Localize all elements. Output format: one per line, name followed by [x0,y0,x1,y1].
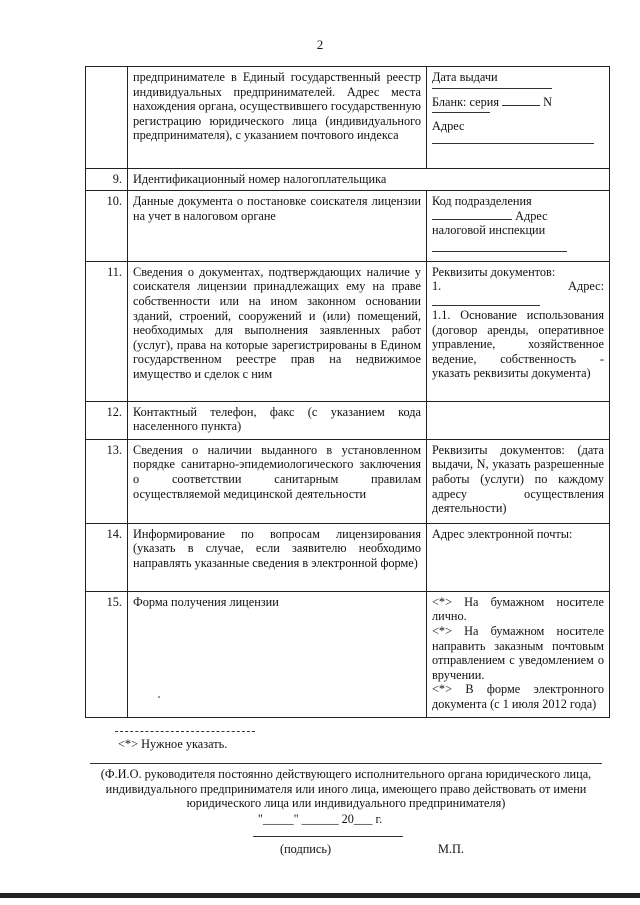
subdivision-code-label: Код подразделения [432,194,532,208]
table-row [86,191,610,262]
table-row [86,261,610,401]
signatory-caption: (Ф.И.О. руководителя постоянно действующего исполнительного органа юридического лица, индивидуального предпринимателя или иного лица, имеющего право действовать от имени юридического лица или индивидуального предпринимателя) [100,767,592,811]
table-row [86,591,610,717]
stamp-label: М.П. [438,842,464,856]
sanitary-details: Реквизиты документов: (дата выдачи, N, указать разрешенные работы (услуги) по каждому адресу осуществления деятельности) [427,439,610,523]
number-label: N [543,94,553,109]
table-row [86,67,610,169]
tax-address-label: Адрес [515,208,548,223]
footnote-separator [115,731,255,732]
row-number: 12. [86,401,128,439]
row-number: 9. [86,169,128,191]
row-description: Сведения о наличии выданного в установленном порядке санитарно-эпидемиологического заключения о соответствии санитарным правилам осуществляемой медицинской деятельности [128,439,427,523]
item-number: 1. [432,279,442,294]
email-label: Адрес электронной почты: [427,523,610,591]
option-paper-by-mail[interactable]: <*> На бумажном носителе направить заказным почтовым отправлением с уведомлением о вручении. [432,623,604,682]
table-row [86,439,610,523]
option-electronic[interactable]: <*> В форме электронного документа (с 1 июля 2012 года) [432,682,604,711]
license-form-options [427,591,610,717]
signatory-name-field[interactable] [90,763,602,764]
row-description: Информирование по вопросам лицензирования (указать в случае, если заявителю необходимо направлять указанные сведения в электронной форме) [128,523,427,591]
row-description: Форма получения лицензии [128,591,427,717]
row-description: Сведения о документах, подтверждающих наличие у соискателя лицензии принадлежащих ему на праве собственности или на ином законном основании зданий, строений, сооружений и (или) помещений, необходимых для выполнения заявленных работ (услуг), права на которые зарегистрированы в Едином государственном реестре прав на недвижимое имущество и сделок с ним [128,261,427,401]
row-details [427,191,610,262]
footnote: <*> Нужное указать. [118,737,228,751]
issue-date-field[interactable] [432,87,552,89]
documents-label: Реквизиты документов: [432,264,556,279]
code-blank[interactable] [432,219,512,220]
signature-label: (подпись) [280,842,332,856]
signature-field[interactable] [253,836,403,837]
address-label: Адрес [432,119,465,134]
scan-edge-bar [0,893,640,898]
table-row [86,169,610,191]
tax-office-label: налоговой инспекции [432,223,546,238]
phone-field[interactable] [427,401,610,439]
scan-speck [158,696,160,698]
issue-date-label: Дата выдачи [432,70,498,84]
row-number: 11. [86,261,128,401]
row-description: Данные документа о постановке соискателя лицензии на учет в налоговом органе [128,191,427,262]
tax-office-field[interactable] [432,250,567,252]
row-description: Идентификационный номер налогоплательщика [128,169,610,191]
row-number: 15. [86,591,128,717]
row-description: предпринимателе в Единый государственный реестр индивидуальных предпринимателей. Адрес места нахождения органа, осуществившего государственную регистрацию юридического лица (индивидуального предпринимателя), с указанием почтового индекса [128,67,427,169]
license-application-table [85,66,610,718]
row-description: Контактный телефон, факс (с указанием кода населенного пункта) [128,401,427,439]
table-row [86,523,610,591]
row-number [86,67,128,169]
row-details [427,261,610,401]
address-field[interactable] [432,142,594,144]
usage-basis-text: 1.1. Основание использования (договор аренды, оперативное управление, хозяйственное ведение, собственность - указать реквизиты документа) [432,307,604,381]
blank-series-label: Бланк: серия [432,94,499,109]
number-field[interactable] [432,111,490,113]
option-paper-in-person[interactable]: <*> На бумажном носителе лично. [432,594,604,624]
row-number: 13. [86,439,128,523]
tax-address-field[interactable] [432,209,604,224]
row-details [427,67,610,169]
row-number: 10. [86,191,128,262]
blank-series-field[interactable] [432,95,604,110]
document-address-row [432,279,604,294]
table-row [86,401,610,439]
document-address-label: Адрес: [568,279,604,294]
date-field[interactable]: "_____" ______ 20___ г. [257,812,383,826]
document-address-field[interactable] [432,304,540,306]
row-number: 14. [86,523,128,591]
page-number: 2 [316,37,324,52]
series-blank[interactable] [502,105,540,106]
